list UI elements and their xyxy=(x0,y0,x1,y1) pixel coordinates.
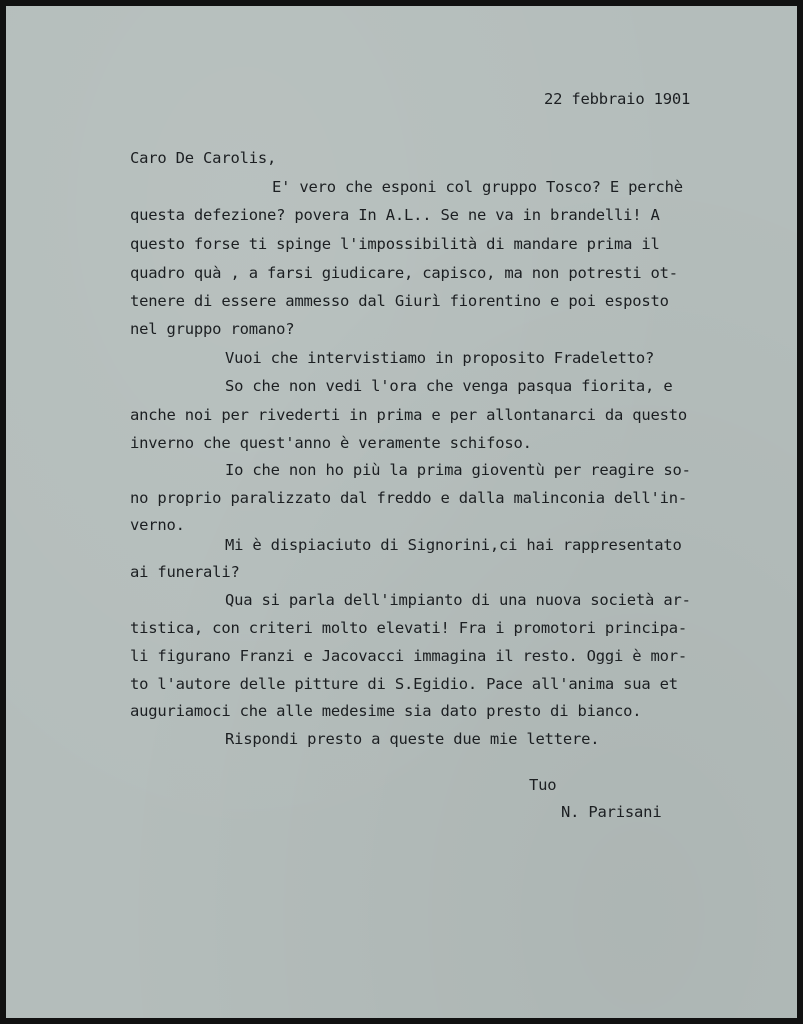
body-line: auguriamoci che alle medesime sia dato presto di bianco. xyxy=(130,702,642,720)
letter-page xyxy=(6,6,797,1018)
closing: Tuo xyxy=(529,776,557,794)
body-line: Rispondi presto a queste due mie lettere. xyxy=(225,730,600,748)
body-line: tenere di essere ammesso dal Giurì fiorentino e poi esposto xyxy=(130,292,669,310)
letter-date: 22 febbraio 1901 xyxy=(544,90,691,108)
body-line: inverno che quest'anno è veramente schifoso. xyxy=(130,434,532,452)
body-line: questo forse ti spinge l'impossibilità di mandare prima il xyxy=(130,235,660,253)
salutation: Caro De Carolis, xyxy=(130,149,277,167)
signature: N. Parisani xyxy=(561,803,662,821)
body-line: quadro quà , a farsi giudicare, capisco, ma non potresti ot- xyxy=(130,264,678,282)
body-line: tistica, con criteri molto elevati! Fra i promotori principa- xyxy=(130,619,688,637)
body-line: nel gruppo romano? xyxy=(130,320,295,338)
body-line: Mi è dispiaciuto di Signorini,ci hai rappresentato xyxy=(225,536,682,554)
body-line: E' vero che esponi col gruppo Tosco? E perchè xyxy=(272,178,683,196)
body-line: Io che non ho più la prima gioventù per reagire so- xyxy=(225,461,691,479)
body-line: So che non vedi l'ora che venga pasqua fiorita, e xyxy=(225,377,673,395)
body-line: ai funerali? xyxy=(130,563,240,581)
body-line: questa defezione? povera In A.L.. Se ne va in brandelli! A xyxy=(130,206,660,224)
body-line: Qua si parla dell'impianto di una nuova società ar- xyxy=(225,591,691,609)
body-line: to l'autore delle pitture di S.Egidio. Pace all'anima sua et xyxy=(130,675,678,693)
letter-body xyxy=(130,178,730,758)
body-line: li figurano Franzi e Jacovacci immagina il resto. Oggi è mor- xyxy=(130,647,688,665)
body-line: no proprio paralizzato dal freddo e dalla malinconia dell'in- xyxy=(130,489,688,507)
body-line: Vuoi che intervistiamo in proposito Fradeletto? xyxy=(225,349,655,367)
body-line: verno. xyxy=(130,516,185,534)
body-line: anche noi per rivederti in prima e per allontanarci da questo xyxy=(130,406,688,424)
